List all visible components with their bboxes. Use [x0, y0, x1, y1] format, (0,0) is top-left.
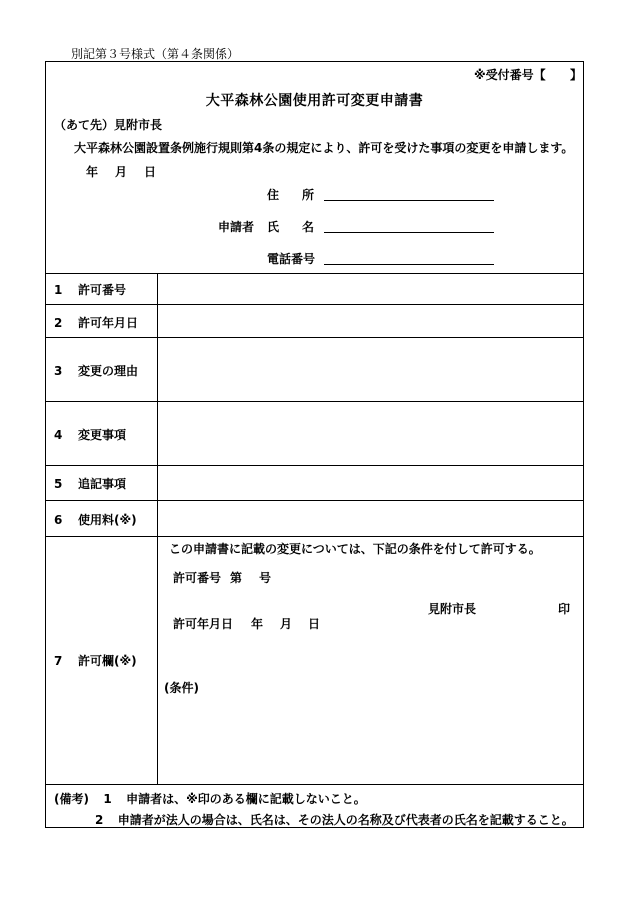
name-label-1: 氏 — [267, 220, 280, 234]
row-text: 使用料(※) — [78, 513, 137, 527]
permit-date-input[interactable] — [158, 305, 584, 337]
row-text: 変更事項 — [78, 428, 127, 442]
usage-fee-input[interactable] — [158, 501, 584, 536]
row-label-permit-section — [54, 652, 137, 669]
row-label-change-items — [54, 426, 126, 443]
application-form — [45, 61, 584, 828]
note-num: 2 — [95, 813, 104, 827]
permit-date-day: 日 — [308, 617, 321, 631]
notes-prefix: (備考) — [54, 792, 89, 806]
row-num: 6 — [54, 513, 63, 527]
row-num: 1 — [54, 283, 63, 297]
phone-label: 電話番号 — [267, 252, 316, 266]
additional-notes-input[interactable] — [158, 466, 584, 500]
permit-date-year: 年 — [251, 617, 264, 631]
note-1 — [54, 790, 366, 807]
permit-statement: この申請書に記載の変更については、下記の条件を付して許可する。 — [169, 542, 541, 556]
change-items-input[interactable] — [158, 402, 584, 465]
address-field[interactable] — [324, 200, 494, 201]
row-num: 5 — [54, 477, 63, 491]
receipt-number-close: 】 — [570, 68, 583, 82]
date-year: 年 — [86, 165, 99, 179]
address-label-1: 住 — [267, 188, 280, 202]
note-text: 申請者は、※印のある欄に記載しないこと。 — [126, 792, 366, 806]
note-num: 1 — [103, 792, 112, 806]
row-num: 2 — [54, 316, 63, 330]
name-field[interactable] — [324, 232, 494, 233]
change-reason-input[interactable] — [158, 338, 584, 401]
note-text: 申請者が法人の場合は、氏名は、その法人の名称及び代表者の氏名を記載すること。 — [117, 813, 574, 827]
seal-label: 印 — [558, 602, 571, 616]
row-num: 7 — [54, 654, 63, 668]
table-bottom-border — [46, 784, 583, 785]
receipt-number-open: ※受付番号【 — [474, 68, 546, 82]
permit-number-dai: 第 — [230, 571, 243, 585]
date-day: 日 — [144, 165, 157, 179]
form-title: 大平森林公園使用許可変更申請書 — [205, 93, 424, 109]
phone-field[interactable] — [324, 264, 494, 265]
address-label-2: 所 — [302, 188, 315, 202]
applicant-label: 申請者 — [218, 220, 255, 234]
row-label-additional-notes — [54, 475, 126, 492]
permit-number-go: 号 — [259, 571, 272, 585]
row-label-permit-number — [54, 281, 126, 298]
row-label-change-reason — [54, 362, 138, 379]
note-2 — [95, 811, 574, 828]
row-num: 3 — [54, 364, 63, 378]
form-number-label: 別記第３号様式（第４条関係） — [71, 47, 240, 61]
permit-number-input[interactable] — [158, 274, 584, 304]
permit-date-month: 月 — [280, 617, 293, 631]
row-label-usage-fee — [54, 511, 137, 528]
row-text: 許可年月日 — [78, 316, 139, 330]
row-text: 許可欄(※) — [78, 654, 137, 668]
row-divider — [46, 536, 583, 537]
date-month: 月 — [115, 165, 128, 179]
addressee: （あて先）見附市長 — [54, 118, 163, 132]
permit-date-label: 許可年月日 — [173, 617, 234, 631]
conditions-label: (条件) — [164, 681, 199, 695]
declaration-text: 大平森林公園設置条例施行規則第4条の規定により、許可を受けた事項の変更を申請します。 — [74, 141, 574, 155]
permit-number-label: 許可番号 — [173, 571, 222, 585]
row-num: 4 — [54, 428, 63, 442]
receipt-number-label — [474, 66, 546, 83]
row-label-permit-date — [54, 314, 138, 331]
row-text: 追記事項 — [78, 477, 127, 491]
mayor-label: 見附市長 — [428, 602, 477, 616]
row-text: 許可番号 — [78, 283, 127, 297]
name-label-2: 名 — [302, 220, 315, 234]
row-text: 変更の理由 — [78, 364, 139, 378]
